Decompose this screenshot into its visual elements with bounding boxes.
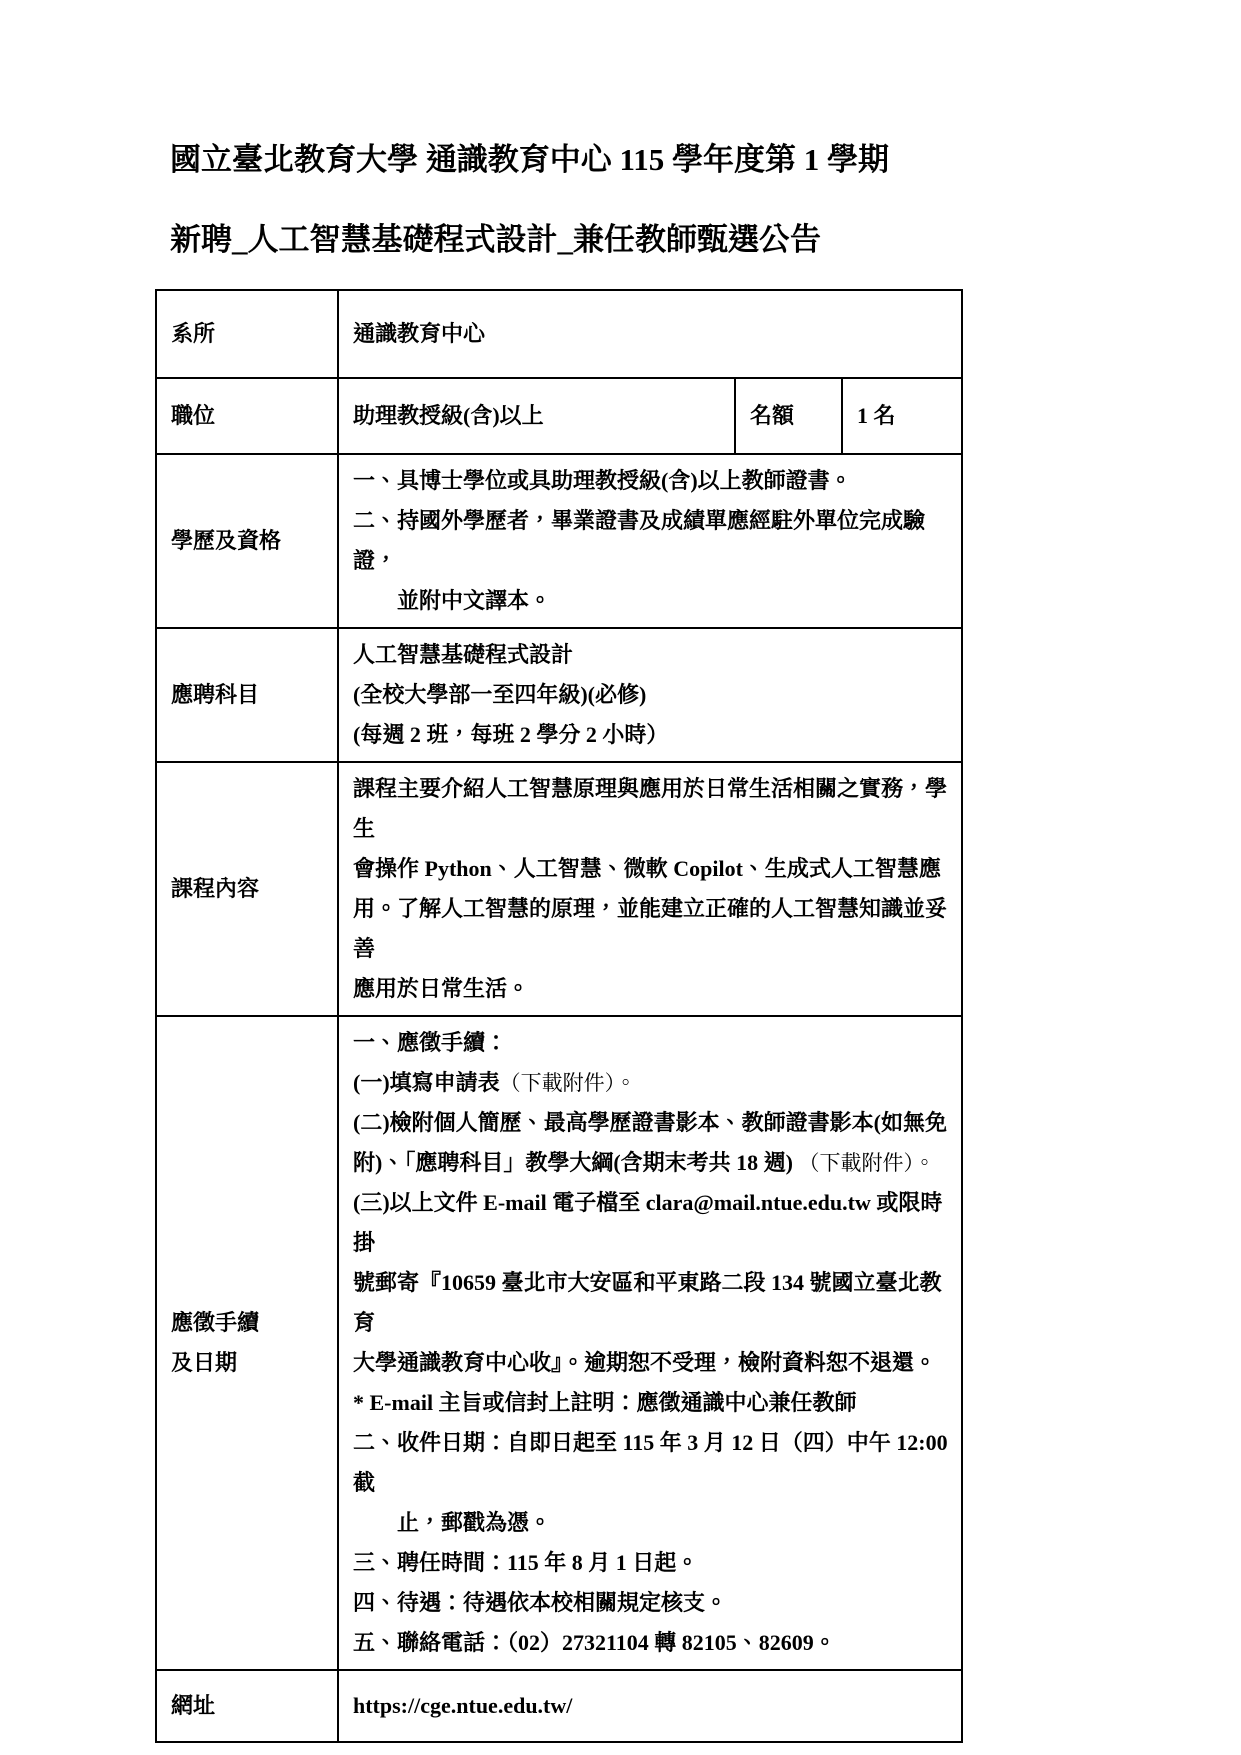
course-content-line: 應用於日常生活。: [353, 976, 530, 1002]
subject-name: 人工智慧基礎程式設計: [353, 642, 574, 668]
department-label: 系所: [156, 290, 338, 378]
qualification-item-2: 二、持國外學歷者，畢業證書及成績單應經駐外單位完成驗證，: [353, 508, 926, 574]
qualifications-row: [156, 454, 962, 628]
start-date-line: 三、聘任時間：115 年 8 月 1 日起。: [353, 1550, 699, 1576]
procedure-label-line1: 應徵手續: [171, 1310, 260, 1336]
course-content-label: 課程內容: [156, 762, 338, 1016]
announcement-table: [155, 289, 963, 1743]
department-value: 通識教育中心: [338, 290, 962, 378]
contact-phone-line: 五、聯絡電話：（02）27321104 轉 82105、82609。: [353, 1630, 836, 1656]
procedure-step-heading: 一、應徵手續：: [353, 1030, 508, 1056]
subject-label: 應聘科目: [156, 628, 338, 762]
subject-row: [156, 628, 962, 762]
subject-schedule: (每週 2 班，每班 2 學分 2 小時）: [353, 722, 669, 748]
procedure-step-2-continued: [353, 1143, 951, 1183]
position-value: 助理教授級(含)以上: [338, 378, 735, 454]
quota-label: 名額: [735, 378, 842, 454]
course-content-line: 會操作 Python、人工智慧、微軟 Copilot、生成式人工智慧應: [353, 856, 941, 882]
qualification-item-2-continued: 並附中文譯本。: [397, 588, 552, 614]
download-attachment-note: （下載附件）。: [499, 1071, 637, 1096]
procedure-step-3: (三)以上文件 E-mail 電子檔至 clara@mail.ntue.edu.tw 或限時掛: [353, 1190, 943, 1256]
download-attachment-note: （下載附件）。: [798, 1151, 935, 1176]
procedure-step-2-text: 附)、「應聘科目」教學大綱(含期末考共 18 週): [353, 1150, 799, 1176]
subject-audience: (全校大學部一至四年級)(必修): [353, 682, 647, 708]
page-title-line1: 國立臺北教育大學 通識教育中心 115 學年度第 1 學期: [170, 142, 890, 177]
website-url: https://cge.ntue.edu.tw/: [338, 1670, 962, 1742]
position-label: 職位: [156, 378, 338, 454]
department-row: [156, 290, 962, 378]
qualifications-value: [338, 454, 962, 628]
salary-line: 四、待遇：待遇依本校相關規定核支。: [353, 1590, 728, 1616]
procedure-step-1-text: (一)填寫申請表: [353, 1070, 500, 1096]
page-title-line2: 新聘_人工智慧基礎程式設計_兼任教師甄選公告: [170, 222, 821, 258]
announcement-document: [155, 0, 961, 1743]
procedure-value: [338, 1016, 962, 1670]
website-label: 網址: [156, 1670, 338, 1742]
procedure-step-2: (二)檢附個人簡歷、最高學歷證書影本、教師證書影本(如無免: [353, 1110, 947, 1136]
procedure-row: [156, 1016, 962, 1670]
course-content-line: 用。了解人工智慧的原理，並能建立正確的人工智慧知識並妥善: [353, 896, 948, 962]
course-content-value: [338, 762, 962, 1016]
deadline-line: 二、收件日期：自即日起至 115 年 3 月 12 日（四）中午 12:00 截: [353, 1430, 948, 1496]
quota-value: 1 名: [842, 378, 962, 454]
qualification-item-1: 一、具博士學位或具助理教授級(含)以上教師證書。: [353, 468, 852, 494]
qualifications-label: 學歷及資格: [156, 454, 338, 628]
subject-value: [338, 628, 962, 762]
deadline-line-continued: 止，郵戳為憑。: [397, 1510, 552, 1536]
procedure-step-1: [353, 1063, 951, 1103]
course-content-line: 課程主要介紹人工智慧原理與應用於日常生活相關之實務，學生: [353, 776, 948, 842]
procedure-step-3-continued: 號郵寄『10659 臺北市大安區和平東路二段 134 號國立臺北教育: [353, 1270, 942, 1336]
course-content-row: [156, 762, 962, 1016]
website-row: [156, 1670, 962, 1742]
procedure-step-3-continued: 大學通識教育中心收』。逾期恕不受理，檢附資料恕不退還。: [353, 1350, 937, 1376]
procedure-label: [156, 1016, 338, 1670]
position-row: [156, 378, 962, 454]
procedure-label-line2: 及日期: [171, 1350, 238, 1376]
email-subject-note: * E-mail 主旨或信封上註明：應徵通識中心兼任教師: [353, 1390, 857, 1416]
